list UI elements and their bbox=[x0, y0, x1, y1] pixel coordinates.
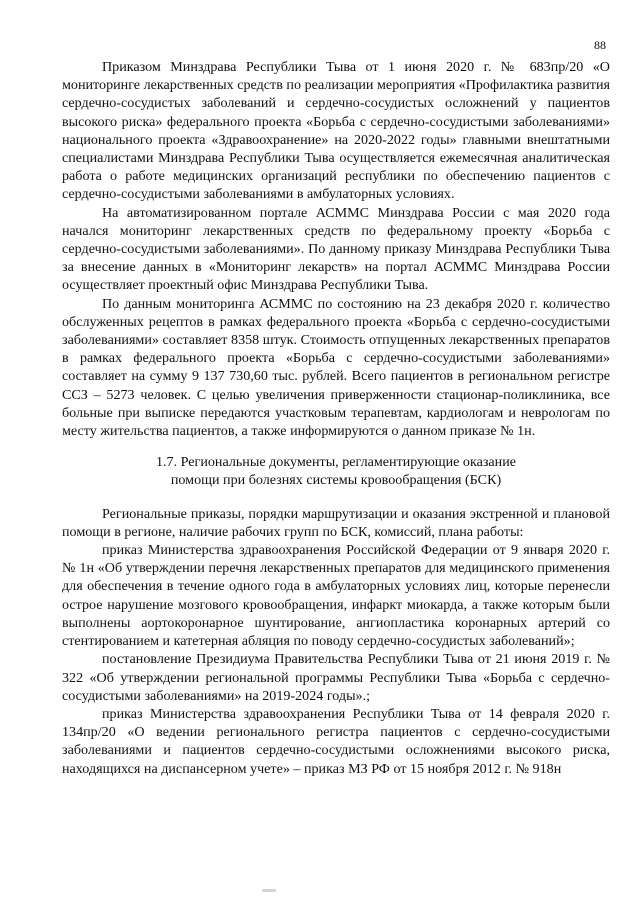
paragraph-resolution-322: постановление Президиума Правительства Республики Тыва от 21 июня 2019 г. № 322 «Об утверждении региональной программы Республики Тыва «Борьба с сердечно-сосудистыми заболеваниями» на 2019-2024 годы».; bbox=[62, 651, 610, 704]
paragraph-regional-orders-intro: Региональные приказы, порядки маршрутизации и оказания экстренной и плановой помощи в регионе, наличие рабочих групп по БСК, комиссий, плана работы: bbox=[62, 505, 610, 540]
paragraph-order-1n: приказ Министерства здравоохранения Российской Федерации от 9 января 2020 г. № 1н «Об утверждении перечня лекарственных препаратов для медицинского применения для обеспечения в течение одного года в амбулаторных условиях лиц, которые перенесли острое нарушение мозгового кровообращения, инфаркт миокарда, а также которым были выполнены аортокоронарное шунтирование, ангиопластика коронарных артерий со стентированием и катетерная абляция по поводу сердечно-сосудистых заболеваний»; bbox=[62, 542, 610, 650]
section-heading-line-1: 1.7. Региональные документы, регламентирующие оказание bbox=[155, 454, 517, 471]
paragraph-asmms-portal: На автоматизированном портале АСММС Минздрава России с мая 2020 года начался мониторинг лекарственных средств по федеральному проекту «Борьба с сердечно-сосудистыми заболеваниями». По данному приказу Минздрава Республики Тыва за внесение данных в «Мониторинг лекарств» на портал АСММС Минздрава России осуществляет проектный офис Минздрава Республики Тыва. bbox=[62, 204, 610, 294]
section-heading-line-2: помощи при болезнях системы кровообращения (БСК) bbox=[170, 472, 502, 489]
paragraph-monitoring-data: По данным мониторинга АСММС по состоянию на 23 декабря 2020 г. количество обслуженных рецептов в рамках федерального проекта «Борьба с сердечно-сосудистыми заболеваниями» составляет 8358 штук. Стоимость отпущенных лекарственных препаратов в рамках федерального проекта «Борьба с сердечно-сосудистыми заболеваниями» составляет на сумму 9 137 730,60 тыс. рублей. Всего пациентов в региональном регистре ССЗ – 5273 человек. С целью увеличения приверженности стационар-поликлиника, все больные при выписке передаются участковым терапевтам, кардиологам и неврологам по месту жительства пациентов, а также информируются о данном приказе № 1н. bbox=[62, 295, 610, 440]
paragraph-order-134pr: приказ Министерства здравоохранения Республики Тыва от 14 февраля 2020 г. 134пр/20 «О ведении регионального регистра пациентов с сердечно-сосудистыми заболеваниями и пациентов сердечно-сосудистыми осложнениями высокого риска, находящихся на диспансерном учете» – приказ МЗ РФ от 15 ноября 2012 г. № 918н bbox=[62, 705, 610, 777]
scan-artifact bbox=[262, 889, 276, 892]
page-number: 88 bbox=[594, 38, 606, 52]
paragraph-monitoring-order: Приказом Минздрава Республики Тыва от 1 июня 2020 г. № 683пр/20 «О мониторинге лекарственных средств по реализации мероприятия «Профилактика развития сердечно-сосудистых заболеваний и сердечно-сосудистых осложнений у пациентов высокого риска» федерального проекта «Борьба с сердечно-сосудистыми заболеваниями» национального проекта «Здравоохранение» на 2020-2022 годы» главными внештатными специалистами Минздрава Республики Тыва осуществляется ежемесячная аналитическая работа о работе медицинских организаций республики по обеспечению пациентов с сердечно-сосудистыми заболеваниями в амбулаторных условиях. bbox=[62, 59, 610, 203]
document-body bbox=[62, 58, 610, 778]
section-heading bbox=[62, 453, 610, 489]
